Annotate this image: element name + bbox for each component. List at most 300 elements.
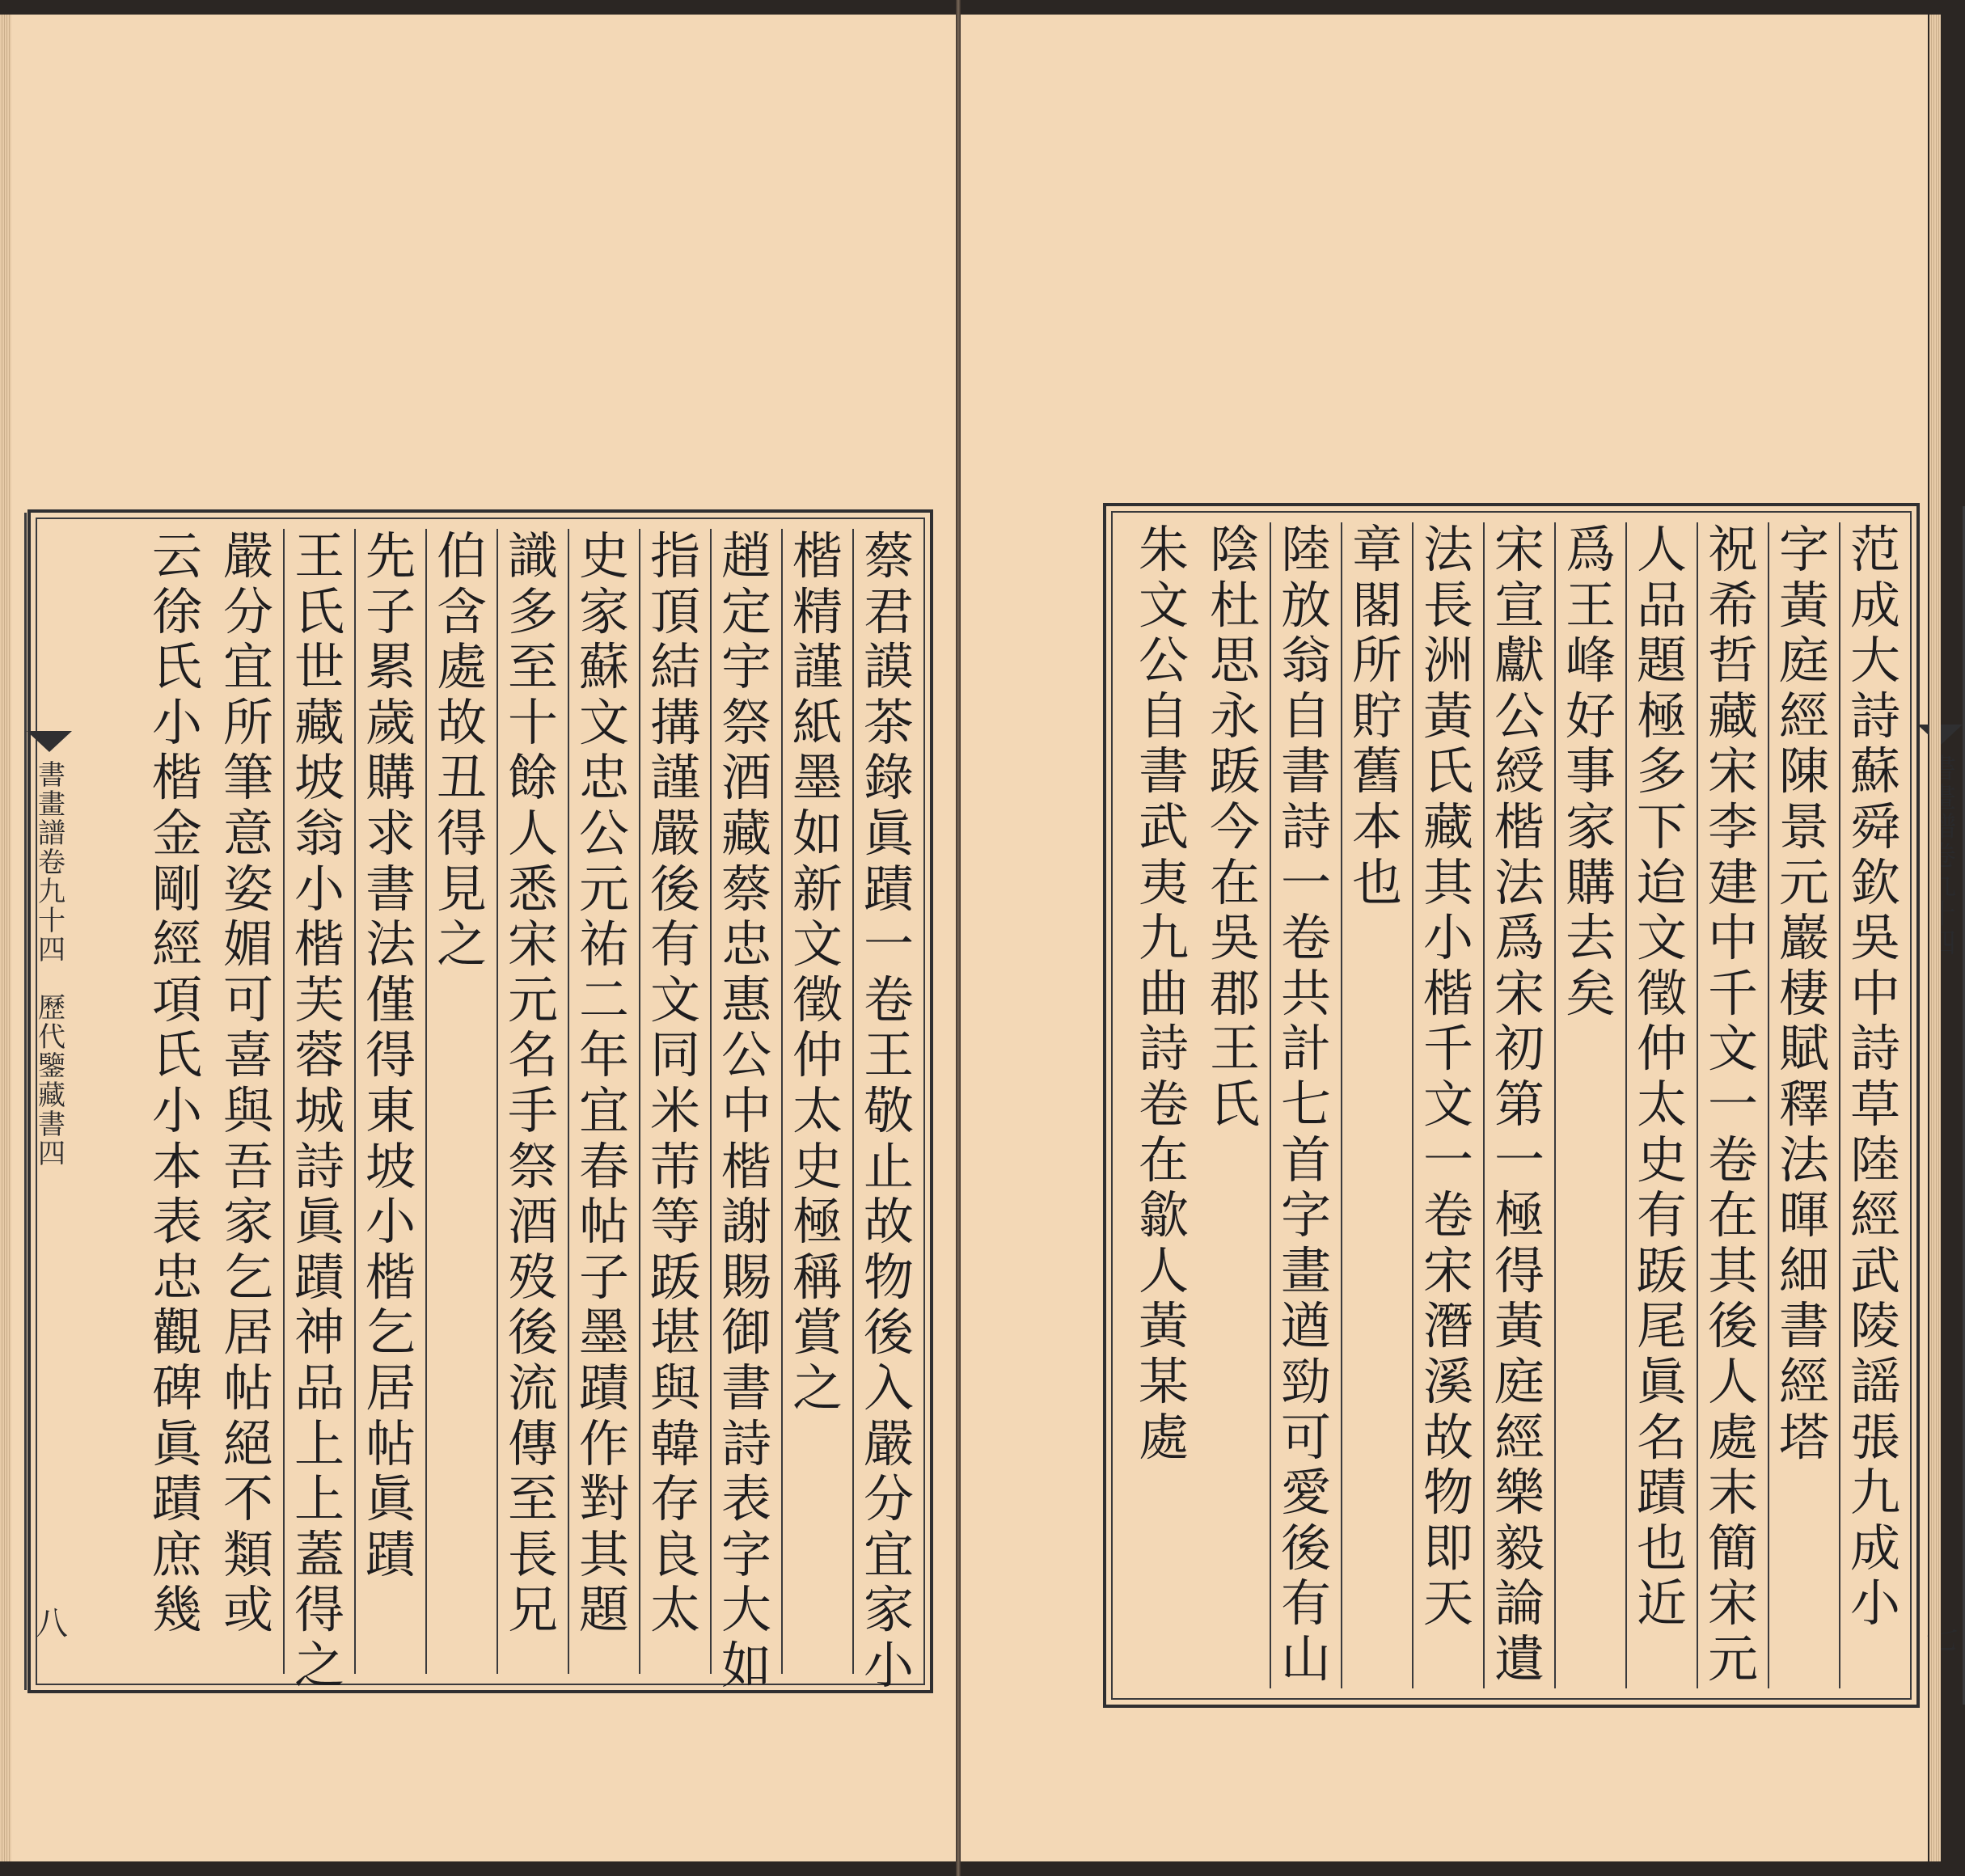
character: 經 xyxy=(1494,1407,1545,1467)
character: 眞 xyxy=(1636,1351,1687,1411)
character: 小 xyxy=(863,1635,914,1695)
character: 中 xyxy=(1707,908,1758,968)
character: 楷 xyxy=(720,1136,771,1196)
character: 宋 xyxy=(507,915,558,974)
character: 在 xyxy=(1707,1185,1758,1245)
character: 與 xyxy=(222,1080,273,1140)
character: 閣 xyxy=(1351,575,1402,635)
character: 至 xyxy=(507,637,558,697)
character: 李 xyxy=(1707,796,1758,856)
character: 不 xyxy=(222,1469,273,1529)
left-folio: 八 xyxy=(30,1606,68,1638)
character: 芙 xyxy=(294,970,344,1029)
character: 酒 xyxy=(720,748,771,808)
character: 十 xyxy=(507,692,558,752)
character: 丑 xyxy=(436,748,487,808)
character: 人 xyxy=(507,803,558,863)
character: 詩 xyxy=(294,1136,344,1196)
character: 細 xyxy=(1778,1240,1829,1300)
character: 乞 xyxy=(222,1247,273,1307)
character: 近 xyxy=(1636,1574,1687,1633)
character: 自 xyxy=(1138,686,1189,746)
character: 僅 xyxy=(365,970,416,1029)
character: 之 xyxy=(792,1358,843,1418)
character: 蹟 xyxy=(863,859,914,919)
character: 希 xyxy=(1707,575,1758,635)
character: 極 xyxy=(1636,686,1687,746)
character: 元 xyxy=(578,859,629,919)
character: 嚴 xyxy=(649,803,700,863)
character: 蹟 xyxy=(578,1358,629,1418)
character: 後 xyxy=(649,859,700,919)
character: 蹟 xyxy=(151,1469,202,1529)
character: 蹟 xyxy=(365,1524,416,1584)
character: 法 xyxy=(365,915,416,974)
character: 王 xyxy=(1209,1019,1260,1079)
character: 惠 xyxy=(720,970,771,1029)
character: 成 xyxy=(1849,575,1900,635)
character: 陸 xyxy=(1849,1130,1900,1189)
character: 墨 xyxy=(792,748,843,808)
character: 郡 xyxy=(1209,963,1260,1023)
character: 九 xyxy=(1849,1463,1900,1523)
character: 一 xyxy=(863,915,914,974)
character: 文 xyxy=(1707,1019,1758,1079)
character: 後 xyxy=(863,1303,914,1363)
character: 多 xyxy=(1636,742,1687,801)
character: 舊 xyxy=(1351,742,1402,801)
character: 蘇 xyxy=(578,637,629,697)
character: 嚴 xyxy=(222,526,273,585)
character: 徵 xyxy=(792,970,843,1029)
character: 氏 xyxy=(151,637,202,697)
character: 家 xyxy=(222,1192,273,1252)
character: 得 xyxy=(436,803,487,863)
right-banxin xyxy=(1917,506,1965,1705)
character: 文 xyxy=(578,692,629,752)
character: 後 xyxy=(507,1303,558,1363)
character: 極 xyxy=(1494,1185,1545,1245)
character: 卷 xyxy=(863,970,914,1029)
text-column xyxy=(1698,522,1769,1688)
character: 名 xyxy=(507,1025,558,1085)
character: 棲 xyxy=(1778,963,1829,1023)
right-page xyxy=(961,15,1928,1861)
text-column xyxy=(1271,522,1342,1688)
character: 歲 xyxy=(365,692,416,752)
character: 家 xyxy=(863,1580,914,1640)
character: 宋 xyxy=(1707,742,1758,801)
character: 蹟 xyxy=(294,1247,344,1307)
character: 王 xyxy=(863,1025,914,1085)
character: 在 xyxy=(1209,852,1260,912)
character: 歿 xyxy=(507,1247,558,1307)
character: 品 xyxy=(1636,575,1687,635)
character: 小 xyxy=(151,1080,202,1140)
character: 名 xyxy=(1636,1407,1687,1467)
character: 太 xyxy=(649,1580,700,1640)
character: 夷 xyxy=(1138,852,1189,912)
character: 王 xyxy=(1565,575,1616,635)
character: 楷 xyxy=(294,915,344,974)
character: 宜 xyxy=(222,637,273,697)
character: 意 xyxy=(222,803,273,863)
character: 詩 xyxy=(1138,1019,1189,1079)
character: 九 xyxy=(1138,908,1189,968)
text-column xyxy=(1840,522,1912,1688)
text-column xyxy=(1485,522,1556,1688)
character: 一 xyxy=(1280,852,1331,912)
character: 指 xyxy=(649,526,700,585)
character: 樂 xyxy=(1494,1463,1545,1523)
character: 法 xyxy=(1422,520,1473,579)
character: 天 xyxy=(1422,1574,1473,1633)
character: 吳 xyxy=(1209,908,1260,968)
character: 卷 xyxy=(1707,1130,1758,1189)
text-column xyxy=(1414,522,1485,1688)
character: 矣 xyxy=(1565,963,1616,1023)
character: 武 xyxy=(1849,1240,1900,1300)
character: 即 xyxy=(1422,1518,1473,1578)
character: 入 xyxy=(863,1358,914,1418)
text-column xyxy=(569,526,640,1674)
character: 本 xyxy=(151,1136,202,1196)
character: 陵 xyxy=(1849,1296,1900,1356)
character: 眞 xyxy=(294,1192,344,1252)
character: 詩 xyxy=(720,1413,771,1473)
character: 處 xyxy=(436,637,487,697)
character: 有 xyxy=(649,915,700,974)
character: 卷 xyxy=(1280,908,1331,968)
character: 類 xyxy=(222,1524,273,1584)
character: 謨 xyxy=(863,637,914,697)
character: 存 xyxy=(649,1469,700,1529)
character: 文 xyxy=(1636,908,1687,968)
character: 大 xyxy=(1849,631,1900,691)
character: 謡 xyxy=(1849,1351,1900,1411)
character: 下 xyxy=(1636,796,1687,856)
character: 長 xyxy=(1422,575,1473,635)
character: 元 xyxy=(507,970,558,1029)
character: 至 xyxy=(507,1469,558,1529)
character: 經 xyxy=(151,915,202,974)
character: 詩 xyxy=(1849,686,1900,746)
character: 書 xyxy=(1138,742,1189,801)
character: 識 xyxy=(507,526,558,585)
text-column xyxy=(783,526,854,1674)
character: 翁 xyxy=(294,803,344,863)
character: 表 xyxy=(720,1469,771,1529)
text-column xyxy=(640,526,712,1674)
character: 蔡 xyxy=(720,859,771,919)
character: 小 xyxy=(151,692,202,752)
character: 年 xyxy=(578,1025,629,1085)
character: 眞 xyxy=(863,803,914,863)
character: 暉 xyxy=(1778,1185,1829,1245)
character: 分 xyxy=(222,581,273,641)
character: 賞 xyxy=(792,1303,843,1363)
character: 城 xyxy=(294,1080,344,1140)
character: 其 xyxy=(1707,1240,1758,1300)
left-text-frame xyxy=(27,509,933,1693)
character: 元 xyxy=(1778,852,1829,912)
character: 分 xyxy=(863,1469,914,1529)
character: 公 xyxy=(1494,686,1545,746)
character: 山 xyxy=(1280,1629,1331,1688)
character: 帖 xyxy=(578,1192,629,1252)
character: 庶 xyxy=(151,1524,202,1584)
character: 同 xyxy=(649,1025,700,1085)
character: 今 xyxy=(1209,796,1260,856)
character: 定 xyxy=(720,581,771,641)
character: 君 xyxy=(863,581,914,641)
character: 草 xyxy=(1849,1074,1900,1134)
character: 遺 xyxy=(1494,1629,1545,1688)
character: 與 xyxy=(649,1358,700,1418)
character: 欽 xyxy=(1849,852,1900,912)
character: 一 xyxy=(1707,1074,1758,1134)
character: 購 xyxy=(1565,852,1616,912)
character: 春 xyxy=(578,1136,629,1196)
character: 首 xyxy=(1280,1130,1331,1189)
character: 章 xyxy=(1351,520,1402,579)
character: 頂 xyxy=(649,581,700,641)
character: 之 xyxy=(436,915,487,974)
character: 帖 xyxy=(365,1413,416,1473)
character: 米 xyxy=(649,1080,700,1140)
text-column xyxy=(1627,522,1698,1688)
text-column xyxy=(213,526,285,1674)
text-column xyxy=(712,526,783,1695)
character: 子 xyxy=(578,1247,629,1307)
text-column xyxy=(498,526,569,1674)
character: 巖 xyxy=(1778,908,1829,968)
character: 項 xyxy=(151,970,202,1029)
character: 購 xyxy=(365,748,416,808)
character: 東 xyxy=(365,1080,416,1140)
character: 見 xyxy=(436,859,487,919)
character: 楷 xyxy=(1494,796,1545,856)
character: 茶 xyxy=(863,692,914,752)
character: 大 xyxy=(720,1580,771,1640)
character: 舜 xyxy=(1849,796,1900,856)
character: 錄 xyxy=(863,748,914,808)
character: 朱 xyxy=(1138,520,1189,579)
character: 可 xyxy=(222,970,273,1029)
character: 某 xyxy=(1138,1351,1189,1411)
character: 在 xyxy=(1138,1130,1189,1189)
character: 子 xyxy=(365,581,416,641)
text-column xyxy=(1556,522,1627,1688)
character: 如 xyxy=(792,803,843,863)
character: 表 xyxy=(151,1192,202,1252)
character: 陸 xyxy=(1280,520,1331,579)
character: 第 xyxy=(1494,1074,1545,1134)
character: 絕 xyxy=(222,1413,273,1473)
character: 題 xyxy=(578,1580,629,1640)
character: 黃 xyxy=(1778,575,1829,635)
character: 世 xyxy=(294,637,344,697)
character: 楷 xyxy=(365,1247,416,1307)
character: 居 xyxy=(365,1358,416,1418)
character: 書 xyxy=(720,1358,771,1418)
character: 文 xyxy=(792,915,843,974)
character: 書 xyxy=(365,859,416,919)
character: 宋 xyxy=(1494,963,1545,1023)
character: 小 xyxy=(294,859,344,919)
character: 翁 xyxy=(1280,631,1331,691)
text-column xyxy=(1129,522,1198,1688)
character: 仲 xyxy=(1636,1019,1687,1079)
character: 法 xyxy=(1778,1130,1829,1189)
character: 可 xyxy=(1280,1407,1331,1467)
character: 史 xyxy=(792,1136,843,1196)
character: 楷 xyxy=(792,526,843,585)
character: 潛 xyxy=(1422,1296,1473,1356)
text-column xyxy=(854,526,925,1695)
character: 賦 xyxy=(1778,1019,1829,1079)
character: 媚 xyxy=(222,915,273,974)
text-column xyxy=(356,526,427,1674)
character: 處 xyxy=(1138,1407,1189,1467)
character: 䟦 xyxy=(649,1247,700,1307)
character: 觀 xyxy=(151,1303,202,1363)
character: 藏 xyxy=(720,803,771,863)
character: 杜 xyxy=(1209,575,1260,635)
character: 宋 xyxy=(1707,1574,1758,1633)
right-fore-edge xyxy=(1929,15,1941,1861)
character: 乞 xyxy=(365,1303,416,1363)
character: 得 xyxy=(365,1025,416,1085)
character: 貯 xyxy=(1351,686,1402,746)
character: 剛 xyxy=(151,859,202,919)
character: 忠 xyxy=(720,915,771,974)
character: 歙 xyxy=(1138,1185,1189,1245)
character: 含 xyxy=(436,581,487,641)
character: 新 xyxy=(792,859,843,919)
character: 趙 xyxy=(720,526,771,585)
character: 建 xyxy=(1707,852,1758,912)
character: 釋 xyxy=(1778,1074,1829,1134)
character: 䟦 xyxy=(1209,742,1260,801)
character: 搆 xyxy=(649,692,700,752)
character: 洲 xyxy=(1422,631,1473,691)
character: 中 xyxy=(1849,963,1900,1023)
character: 故 xyxy=(1422,1407,1473,1467)
character: 上 xyxy=(294,1413,344,1473)
character: 蔡 xyxy=(863,526,914,585)
character: 居 xyxy=(222,1303,273,1363)
character: 悉 xyxy=(507,859,558,919)
character: 極 xyxy=(792,1192,843,1252)
character: 永 xyxy=(1209,686,1260,746)
character: 獻 xyxy=(1494,631,1545,691)
character: 字 xyxy=(1280,1185,1331,1245)
character: 芾 xyxy=(649,1136,700,1196)
character: 毅 xyxy=(1494,1518,1545,1578)
character: 吾 xyxy=(222,1136,273,1196)
left-page xyxy=(11,15,956,1861)
character: 王 xyxy=(294,526,344,585)
character: 峰 xyxy=(1565,631,1616,691)
character: 爲 xyxy=(1565,520,1616,579)
character: 祭 xyxy=(507,1136,558,1196)
character: 蹟 xyxy=(1636,1463,1687,1523)
character: 宣 xyxy=(1494,575,1545,635)
character: 史 xyxy=(1636,1130,1687,1189)
character: 氏 xyxy=(1209,1074,1260,1134)
character: 祭 xyxy=(720,692,771,752)
character: 眞 xyxy=(365,1469,416,1529)
character: 對 xyxy=(578,1469,629,1529)
character: 手 xyxy=(507,1080,558,1140)
character: 得 xyxy=(1494,1240,1545,1300)
character: 太 xyxy=(1636,1074,1687,1134)
character: 多 xyxy=(507,581,558,641)
character: 兄 xyxy=(507,1580,558,1640)
character: 庭 xyxy=(1778,631,1829,691)
character: 也 xyxy=(1636,1518,1687,1578)
fishtail-mark xyxy=(27,731,72,752)
character: 宋 xyxy=(1422,1240,1473,1300)
character: 後 xyxy=(1707,1296,1758,1356)
character: 云 xyxy=(151,526,202,585)
character: 謹 xyxy=(792,637,843,697)
character: 藏 xyxy=(294,692,344,752)
character: 迨 xyxy=(1636,852,1687,912)
character: 七 xyxy=(1280,1074,1331,1134)
character: 蓉 xyxy=(294,1025,344,1085)
character: 小 xyxy=(365,1192,416,1252)
character: 陳 xyxy=(1778,742,1829,801)
character: 中 xyxy=(720,1080,771,1140)
character: 上 xyxy=(294,1469,344,1529)
character: 計 xyxy=(1280,1019,1331,1079)
character: 二 xyxy=(578,970,629,1029)
character: 良 xyxy=(649,1524,700,1584)
character: 精 xyxy=(792,581,843,641)
character: 千 xyxy=(1422,1019,1473,1079)
character: 經 xyxy=(1849,1185,1900,1245)
character: 共 xyxy=(1280,963,1331,1023)
character: 元 xyxy=(1707,1629,1758,1688)
character: 得 xyxy=(294,1580,344,1640)
character: 景 xyxy=(1778,796,1829,856)
character: 好 xyxy=(1565,686,1616,746)
character: 伯 xyxy=(436,526,487,585)
character: 文 xyxy=(1138,575,1189,635)
character: 一 xyxy=(1422,1130,1473,1189)
character: 眞 xyxy=(151,1413,202,1473)
character: 䟦 xyxy=(1636,1240,1687,1300)
character: 謝 xyxy=(720,1192,771,1252)
character: 筆 xyxy=(222,748,273,808)
character: 論 xyxy=(1494,1574,1545,1633)
character: 後 xyxy=(1280,1518,1331,1578)
character: 所 xyxy=(1351,631,1402,691)
character: 稱 xyxy=(792,1247,843,1307)
character: 傳 xyxy=(507,1413,558,1473)
character: 尾 xyxy=(1636,1296,1687,1356)
character: 太 xyxy=(792,1080,843,1140)
character: 溪 xyxy=(1422,1351,1473,1411)
character: 小 xyxy=(1849,1574,1900,1633)
character: 其 xyxy=(1422,852,1473,912)
character: 本 xyxy=(1351,796,1402,856)
character: 紙 xyxy=(792,692,843,752)
character: 文 xyxy=(649,970,700,1029)
character: 放 xyxy=(1280,575,1331,635)
